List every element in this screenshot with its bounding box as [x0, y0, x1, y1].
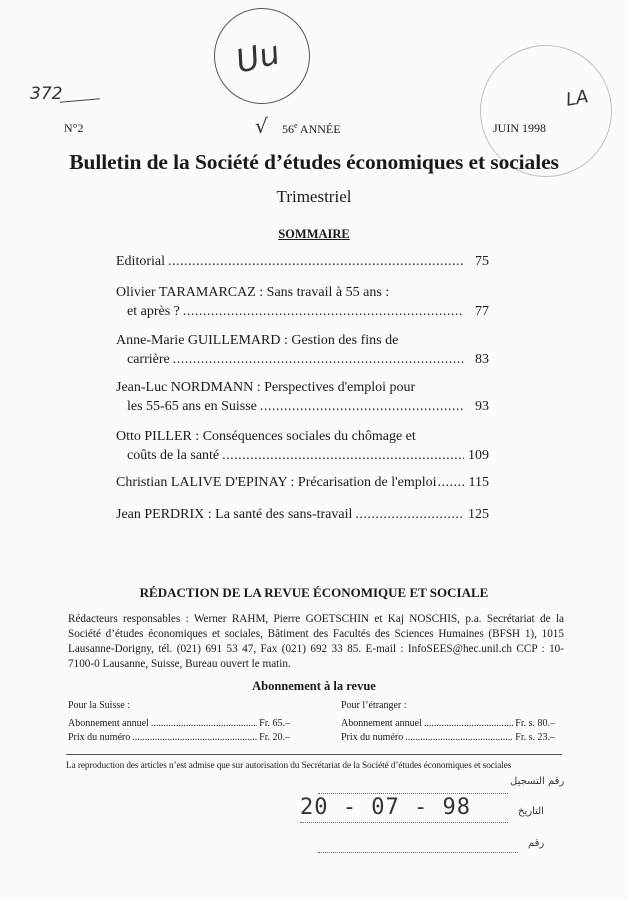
toc-page: 75	[475, 254, 489, 269]
toc-text: coûts de la santé	[127, 448, 220, 463]
stamp-label-date: التاريخ	[518, 806, 544, 817]
toc-heading: SOMMAIRE	[278, 227, 350, 241]
subscription-heading: Abonnement à la revue	[252, 679, 376, 693]
stamp-line	[318, 793, 508, 794]
issue-date: JUIN 1998	[493, 121, 546, 135]
toc-page: 115	[468, 475, 489, 490]
subscription-etranger	[341, 699, 555, 745]
underline-stroke	[60, 98, 100, 102]
separator-line	[66, 754, 562, 755]
etranger-label: Pour l’étranger :	[341, 700, 407, 711]
etranger-annual-label: Abonnement annuel	[341, 718, 422, 729]
stamp-label-registration: رقم التسجيل	[510, 776, 565, 787]
toc-page: 77	[475, 304, 489, 319]
toc-text: Otto PILLER : Conséquences sociales du chômage et	[116, 429, 416, 444]
top-handwritten-number: 372	[30, 84, 63, 104]
stamp-line	[300, 822, 508, 823]
toc-entry-nordmann	[116, 378, 489, 416]
suisse-issue-price: Fr. 20.–	[259, 732, 290, 743]
circle-handwriting: Uu	[232, 33, 284, 81]
redaction-body: Rédacteurs responsables : Werner RAHM, Pierre GOETSCHIN et Kaj NOSCHIS, p.a. Secrétariat de la Société d’études économiques et sociales, Bâtiment des Facultés des Sciences Humaines (BFSH 1), 1015 Lausanne-Dorigny, tél. (021) 691 53 47, Fax (021) 692 33 85. E-mail : InfoSEES@hec.unil.ch CCP : 10-7100-0 Lausanne, Suisse, Bureau ouvert le matin.	[68, 613, 564, 670]
subscription-suisse	[68, 699, 290, 745]
stamp-label-number: رقم	[528, 838, 545, 849]
toc-text: Jean-Luc NORDMANN : Perspectives d'emploi pour	[116, 380, 416, 395]
suisse-annual-price: Fr. 65.–	[259, 718, 290, 729]
toc-text: Editorial	[116, 254, 165, 269]
toc-page: 109	[468, 448, 489, 463]
suisse-annual-label: Abonnement annuel	[68, 718, 149, 729]
suisse-label: Pour la Suisse :	[68, 700, 130, 711]
suisse-issue-label: Prix du numéro	[68, 732, 131, 743]
toc-entry-lalive	[116, 473, 489, 492]
check-mark-icon: √	[255, 114, 268, 138]
stamp-date: 20 - 07 - 98	[300, 795, 471, 820]
toc-page: 125	[468, 507, 489, 522]
toc-entry-editorial	[116, 252, 489, 271]
toc-text: carrière	[127, 352, 170, 367]
toc-page: 93	[475, 399, 489, 414]
toc-entry-piller	[116, 427, 489, 465]
year-of-publication: 56e ANNÉE	[282, 121, 341, 136]
toc-text: Christian LALIVE D'EPINAY : Précarisation de l'emploi	[116, 475, 437, 490]
corner-initials: LA	[564, 86, 590, 111]
etranger-annual-price: Fr. s. 80.–	[515, 718, 555, 729]
toc-page: 83	[475, 352, 489, 367]
subtitle: Trimestriel	[276, 187, 352, 206]
toc-text: Olivier TARAMARCAZ : Sans travail à 55 ans :	[116, 285, 390, 300]
redaction-heading: RÉDACTION DE LA REVUE ÉCONOMIQUE ET SOCIALE	[139, 585, 489, 600]
reproduction-notice: La reproduction des articles n’est admise que sur autorisation du Secrétariat de la Société d’études économiques et sociales	[66, 761, 512, 771]
bulletin-title: Bulletin de la Société d’études économiques et sociales	[69, 150, 559, 174]
toc-text: et après ?	[127, 304, 180, 319]
toc-entry-perdrix	[116, 505, 489, 524]
toc-text: Jean PERDRIX : La santé des sans-travail	[116, 507, 353, 522]
stamp-line	[318, 852, 518, 853]
issue-number: N°2	[64, 121, 84, 135]
toc-entry-guillemard	[116, 331, 489, 369]
etranger-issue-price: Fr. s. 23.–	[515, 732, 555, 743]
toc-text: les 55-65 ans en Suisse	[127, 399, 257, 414]
toc-entry-taramarcaz	[116, 283, 489, 321]
etranger-issue-label: Prix du numéro	[341, 732, 404, 743]
toc-text: Anne-Marie GUILLEMARD : Gestion des fins de	[116, 333, 399, 348]
